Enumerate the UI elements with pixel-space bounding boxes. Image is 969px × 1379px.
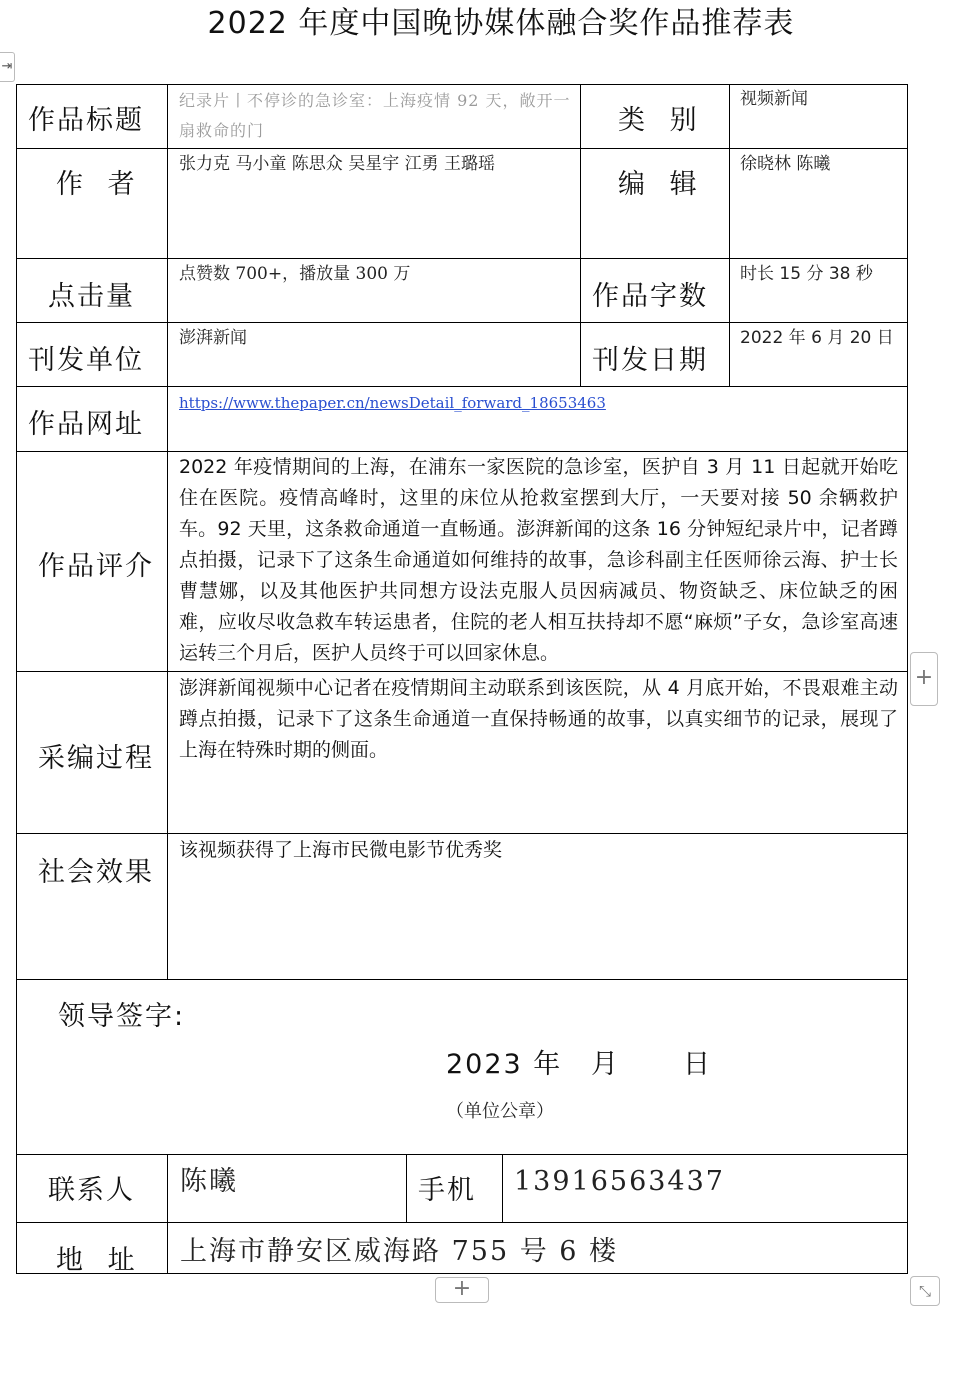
author-value[interactable]: 张力克 马小童 陈思众 吴星宇 江勇 王璐瑶 <box>179 154 496 174</box>
publisher-value[interactable]: 澎湃新闻 <box>179 328 247 348</box>
table-row-divider <box>16 979 908 980</box>
category-value[interactable]: 视频新闻 <box>740 89 808 109</box>
table-row-divider <box>16 833 908 834</box>
table-row-divider <box>16 322 908 323</box>
resize-icon: ⤡ <box>918 1282 931 1300</box>
contact-label: 联系人 <box>48 1175 135 1206</box>
process-label: 采编过程 <box>38 743 154 774</box>
add-column-button[interactable] <box>910 652 938 706</box>
table-border-bottom <box>16 1273 908 1274</box>
url-label: 作品网址 <box>28 409 144 440</box>
page-title: 2022 年度中国晚协媒体融合奖作品推荐表 <box>207 6 795 41</box>
plus-icon: + <box>452 1276 472 1301</box>
word-count-label: 作品字数 <box>592 281 708 312</box>
clicks-value[interactable]: 点赞数 700+，播放量 300 万 <box>179 264 411 284</box>
table-resize-handle[interactable] <box>910 1276 940 1306</box>
table-border-right <box>907 84 908 1274</box>
table-move-handle[interactable] <box>0 52 15 82</box>
work-title-label: 作品标题 <box>28 105 144 136</box>
address-label: 地 址 <box>56 1245 143 1276</box>
sign-month: 月 <box>591 1049 620 1080</box>
plus-icon: + <box>914 665 934 690</box>
recommendation-form-table <box>16 84 908 1274</box>
table-row-divider <box>16 1154 908 1155</box>
table-border-top <box>16 84 908 85</box>
table-border-left <box>16 84 17 1274</box>
sign-year: 2023 年 <box>446 1049 563 1080</box>
effect-text[interactable]: 该视频获得了上海市民微电影节优秀奖 <box>179 839 503 861</box>
contact-value[interactable]: 陈曦 <box>180 1166 238 1197</box>
table-col-divider <box>167 1154 168 1274</box>
add-row-button[interactable] <box>435 1277 489 1303</box>
phone-value[interactable]: 13916563437 <box>514 1166 725 1197</box>
move-handle-icon: ⇥ <box>1 59 13 74</box>
work-title-value[interactable]: 纪录片丨不停诊的急诊室：上海疫情 92 天，敞开一扇救命的门 <box>179 91 571 140</box>
phone-label: 手机 <box>418 1175 476 1206</box>
work-url-link[interactable]: https://www.thepaper.cn/newsDetail_forward_18653463 <box>179 394 606 412</box>
publisher-label: 刊发单位 <box>28 345 144 376</box>
publish-date-label: 刊发日期 <box>592 345 708 376</box>
table-row-divider <box>16 1222 908 1223</box>
leader-signature-label: 领导签字: <box>58 1001 186 1032</box>
seal-note: （单位公章） <box>446 1101 554 1122</box>
clicks-label: 点击量 <box>48 281 135 312</box>
process-text[interactable]: 澎湃新闻视频中心记者在疫情期间主动联系到该医院，从 4 月底开始，不畏艰难主动蹲点拍摄，记录下了这条生命通道一直保持畅通的故事，以真实细节的记录，展现了上海在特殊时期的侧面。 <box>179 677 898 761</box>
table-col-divider <box>406 1154 407 1222</box>
category-label: 类 别 <box>618 105 705 136</box>
table-col-divider <box>729 84 730 386</box>
editor-label: 编 辑 <box>618 169 705 200</box>
sign-day: 日 <box>683 1049 712 1080</box>
address-value[interactable]: 上海市静安区威海路 755 号 6 楼 <box>180 1236 619 1267</box>
table-row-divider <box>16 671 908 672</box>
table-row-divider <box>16 148 908 149</box>
editor-value[interactable]: 徐晓林 陈曦 <box>740 154 831 174</box>
evaluation-label: 作品评介 <box>38 551 154 582</box>
table-col-divider <box>167 84 168 979</box>
publish-date-value[interactable]: 2022 年 6 月 20 日 <box>740 328 894 348</box>
table-col-divider <box>580 84 581 386</box>
evaluation-text[interactable]: 2022 年疫情期间的上海，在浦东一家医院的急诊室，医护自 3 月 11 日起就开始吃住在医院。疫情高峰时，这里的床位从抢救室摆到大厅，一天要对接 50 余辆救护车。92 天里，这条救命通道一直畅通。澎湃新闻的这条 16 分钟短纪录片中，记者蹲点拍摄，记录下了这条生命通道如何维持的故事，急诊科副主任医师徐云海、护士长曹慧娜，以及其他医护共同想方设法克服人员因病减员、物资缺乏、床位缺乏的困难，应收尽收急救车转运患者，住院的老人相互扶持却不愿“麻烦”子女，急诊室高速运转三个月后，医护人员终于可以回家休息。 <box>179 456 898 664</box>
author-label: 作 者 <box>56 169 143 200</box>
table-col-divider <box>502 1154 503 1222</box>
word-count-value[interactable]: 时长 15 分 38 秒 <box>740 264 873 284</box>
effect-label: 社会效果 <box>38 857 154 888</box>
url-value-cell <box>179 390 899 417</box>
table-row-divider <box>16 386 908 387</box>
table-row-divider <box>16 258 908 259</box>
